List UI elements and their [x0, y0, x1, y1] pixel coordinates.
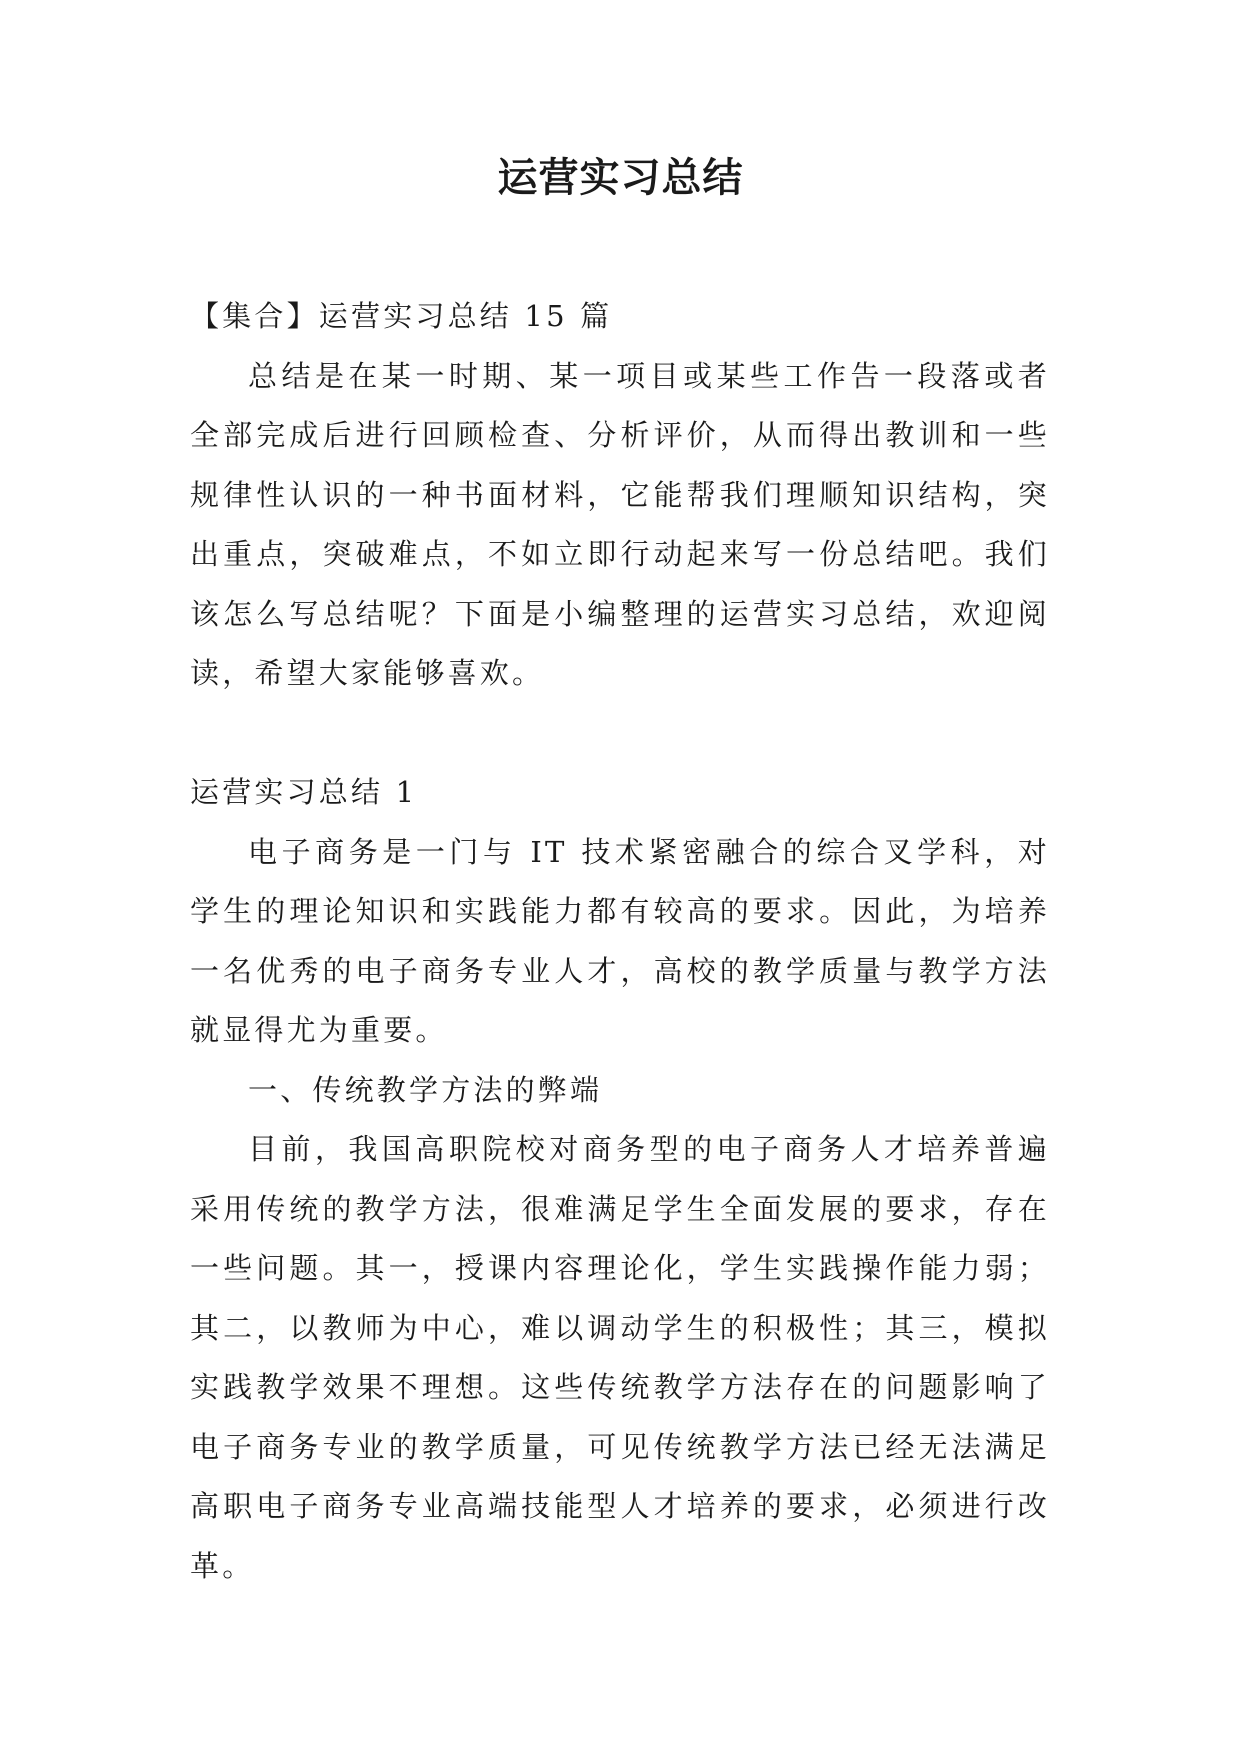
section-subheading: 一、传统教学方法的弊端: [248, 1072, 603, 1107]
section-paragraph: 目前，我国高职院校对商务型的电子商务人才培养普遍采用传统的教学方法，很难满足学生全面发展的要求，存在一些问题。其一，授课内容理论化，学生实践操作能力弱；其二，以教师为中心，难以调动学生的积极性；其三，模拟实践教学效果不理想。这些传统教学方法存在的问题影响了电子商务专业的教学质量，可见传统教学方法已经无法满足高职电子商务专业高端技能型人才培养的要求，必须进行改革。: [190, 1132, 1050, 1583]
section-paragraph: 电子商务是一门与 IT 技术紧密融合的综合叉学科，对学生的理论知识和实践能力都有较高的要求。因此，为培养一名优秀的电子商务专业人才，高校的教学质量与教学方法就显得尤为重要。: [190, 834, 1050, 1047]
section-heading: 运营实习总结 1: [190, 775, 418, 809]
document-title: 运营实习总结: [497, 155, 744, 201]
intro-paragraph: 总结是在某一时期、某一项目或某些工作告一段落或者全部完成后进行回顾检查、分析评价，从而得出教训和一些规律性认识的一种书面材料，它能帮我们理顺知识结构，突出重点，突破难点，不如立即行动起来写一份总结吧。我们该怎么写总结呢？下面是小编整理的运营实习总结，欢迎阅读，希望大家能够喜欢。: [190, 358, 1050, 690]
document-body: [190, 287, 1050, 1596]
paragraph-spacer: [190, 704, 1050, 764]
document-subtitle: 【集合】运营实习总结 15 篇: [190, 299, 613, 333]
